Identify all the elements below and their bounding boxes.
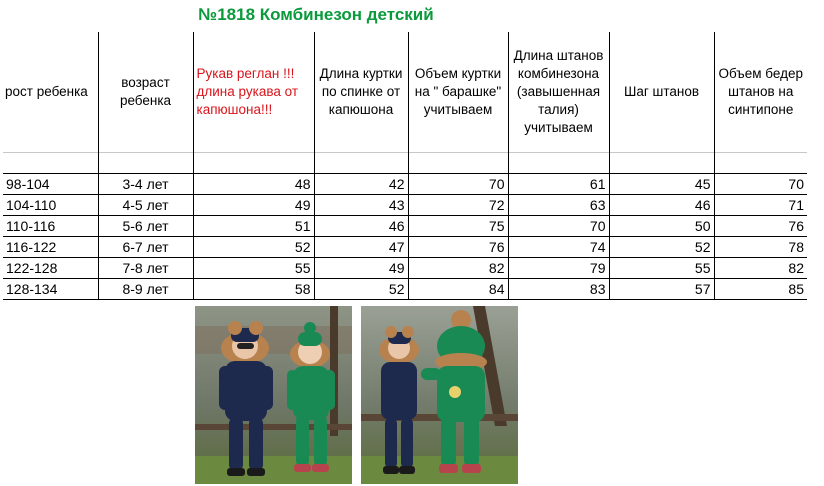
- cell-measure: 82: [714, 258, 807, 279]
- cell-measure: 55: [609, 258, 714, 279]
- page-title: №1818 Комбинезон детский: [198, 5, 434, 24]
- header-age: возраст ребенка: [98, 32, 193, 153]
- header-sleeve: Рукав реглан !!! длина рукава от капюшона!!!: [193, 32, 314, 153]
- cell-measure: 70: [714, 174, 807, 195]
- cell-measure: 50: [609, 216, 714, 237]
- cell-measure: 55: [193, 258, 314, 279]
- cell-measure: 76: [408, 237, 508, 258]
- cell-age: 8-9 лет: [98, 279, 193, 300]
- header-inseam: Шаг штанов: [609, 32, 714, 153]
- cell-measure: 42: [314, 174, 408, 195]
- table-row: [3, 237, 807, 258]
- cell-measure: 83: [508, 279, 609, 300]
- size-table: [3, 32, 807, 300]
- cell-height: 122-128: [3, 258, 98, 279]
- cell-measure: 63: [508, 195, 609, 216]
- header-row: [3, 32, 807, 153]
- cell-measure: 74: [508, 237, 609, 258]
- cell-measure: 46: [314, 216, 408, 237]
- cell-measure: 61: [508, 174, 609, 195]
- cell-measure: 70: [508, 216, 609, 237]
- cell-measure: 47: [314, 237, 408, 258]
- cell-measure: 43: [314, 195, 408, 216]
- cell-measure: 85: [714, 279, 807, 300]
- cell-measure: 52: [609, 237, 714, 258]
- table-row: [3, 279, 807, 300]
- cell-height: 110-116: [3, 216, 98, 237]
- table-row: [3, 216, 807, 237]
- table-row: [3, 174, 807, 195]
- cell-measure: 51: [193, 216, 314, 237]
- header-height: рост ребенка: [5, 84, 88, 99]
- cell-height: 104-110: [3, 195, 98, 216]
- header-hip-volume: Объем бедер штанов на синтипоне: [714, 32, 807, 153]
- cell-measure: 52: [314, 279, 408, 300]
- cell-height: 128-134: [3, 279, 98, 300]
- cell-measure: 82: [408, 258, 508, 279]
- cell-measure: 49: [314, 258, 408, 279]
- cell-age: 4-5 лет: [98, 195, 193, 216]
- cell-measure: 76: [714, 216, 807, 237]
- header-jacket-volume: Объем куртки на " барашке" учитываем: [408, 32, 508, 153]
- cell-measure: 52: [193, 237, 314, 258]
- cell-measure: 71: [714, 195, 807, 216]
- cell-age: 3-4 лет: [98, 174, 193, 195]
- cell-measure: 75: [408, 216, 508, 237]
- cell-measure: 78: [714, 237, 807, 258]
- cell-measure: 58: [193, 279, 314, 300]
- empty-row: [3, 153, 807, 174]
- cell-height: 116-122: [3, 237, 98, 258]
- cell-measure: 49: [193, 195, 314, 216]
- header-jacket-length: Длина куртки по спинке от капюшона: [314, 32, 408, 153]
- header-pants-length: Длина штанов комбинезона (завышенная талия) учитываем: [508, 32, 609, 153]
- cell-measure: 70: [408, 174, 508, 195]
- photo-two-kids-front: [195, 306, 352, 484]
- cell-measure: 45: [609, 174, 714, 195]
- cell-age: 7-8 лет: [98, 258, 193, 279]
- cell-measure: 84: [408, 279, 508, 300]
- cell-age: 5-6 лет: [98, 216, 193, 237]
- cell-measure: 79: [508, 258, 609, 279]
- photo-two-kids-back: [361, 306, 518, 484]
- cell-measure: 46: [609, 195, 714, 216]
- cell-age: 6-7 лет: [98, 237, 193, 258]
- cell-measure: 57: [609, 279, 714, 300]
- table-row: [3, 258, 807, 279]
- cell-measure: 72: [408, 195, 508, 216]
- cell-height: 98-104: [3, 174, 98, 195]
- table-row: [3, 195, 807, 216]
- cell-measure: 48: [193, 174, 314, 195]
